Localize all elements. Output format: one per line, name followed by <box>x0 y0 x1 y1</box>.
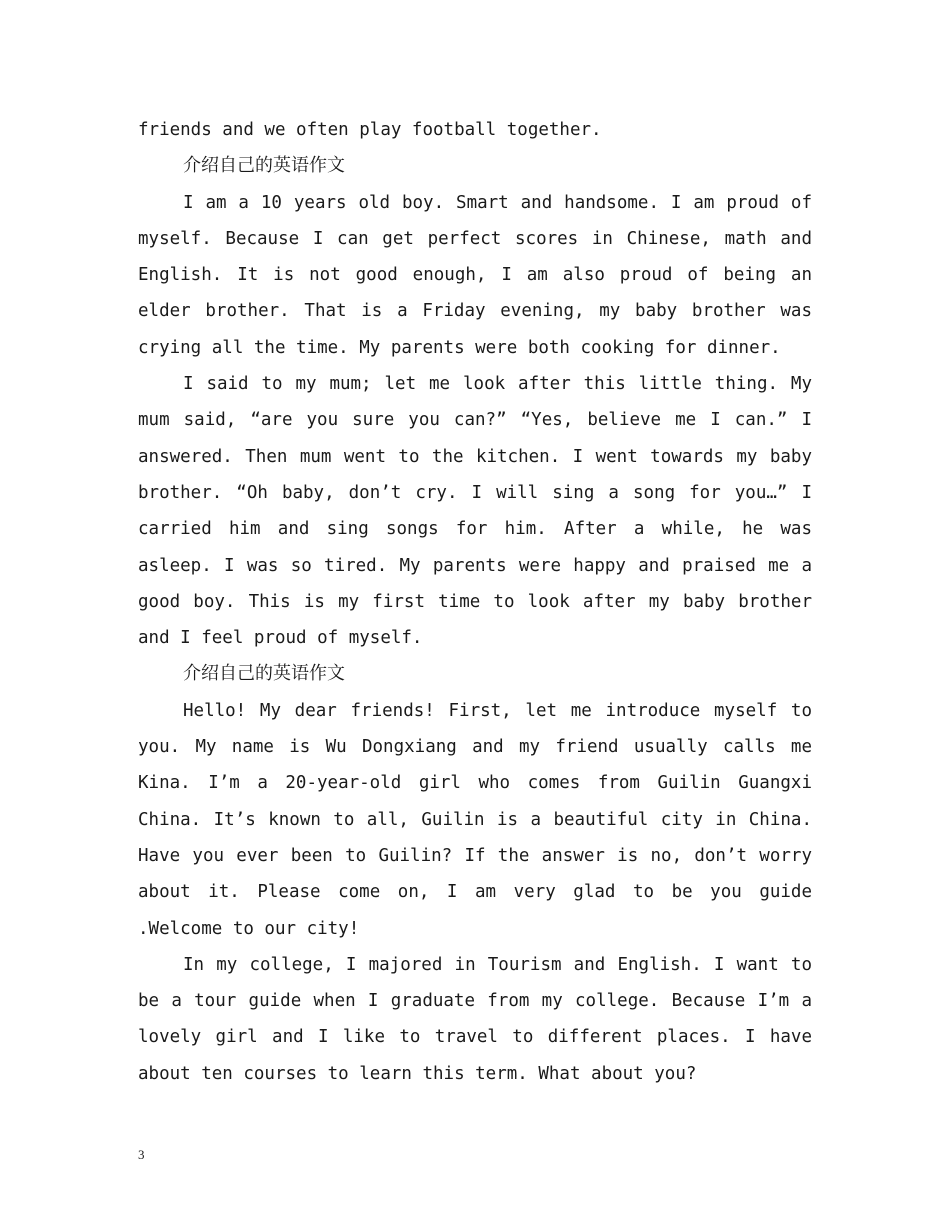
essay-paragraph: I am a 10 years old boy. Smart and handsome. I am proud of myself. Because I can get perfect scores in Chinese, math and English. It is not good enough, I am also proud of being an elder brother. That is a Friday evening, my baby brother was crying all the time. My parents were both cooking for dinner. <box>138 192 812 358</box>
essay-paragraph: In my college, I majored in Tourism and English. I want to be a tour guide when I graduate from my college. Because I’m a lovely girl and I like to travel to different places. I have about ten courses to learn this term. What about you? <box>138 954 812 1084</box>
essay-paragraph: Hello! My dear friends! First, let me introduce myself to you. My name is Wu Dongxiang and my friend usually calls me Kina. I’m a 20-year-old girl who comes from Guilin Guangxi China. It’s known to all, Guilin is a beautiful city in China. Have you ever been to Guilin? If the answer is no, don’t worry about it. Please come on, I am very glad to be you guide .Welcome to our city! <box>138 700 812 939</box>
essay-heading: 介绍自己的英语作文 <box>183 663 345 685</box>
essay-paragraph: I said to my mum; let me look after this little thing. My mum said, “are you sure you can?” “Yes, believe me I can.” I answered. Then mum went to the kitchen. I went towards my baby brother. “Oh baby, don’t cry. I will sing a song for you…” I carried him and sing songs for him. After a while, he was asleep. I was so tired. My parents were happy and praised me a good boy. This is my first time to look after my baby brother and I feel proud of myself. <box>138 374 812 649</box>
continuation-paragraph: friends and we often play football together. <box>138 120 602 140</box>
document-body <box>138 112 812 1092</box>
page-number: 3 <box>138 1147 145 1162</box>
essay-heading: 介绍自己的英语作文 <box>183 155 345 177</box>
